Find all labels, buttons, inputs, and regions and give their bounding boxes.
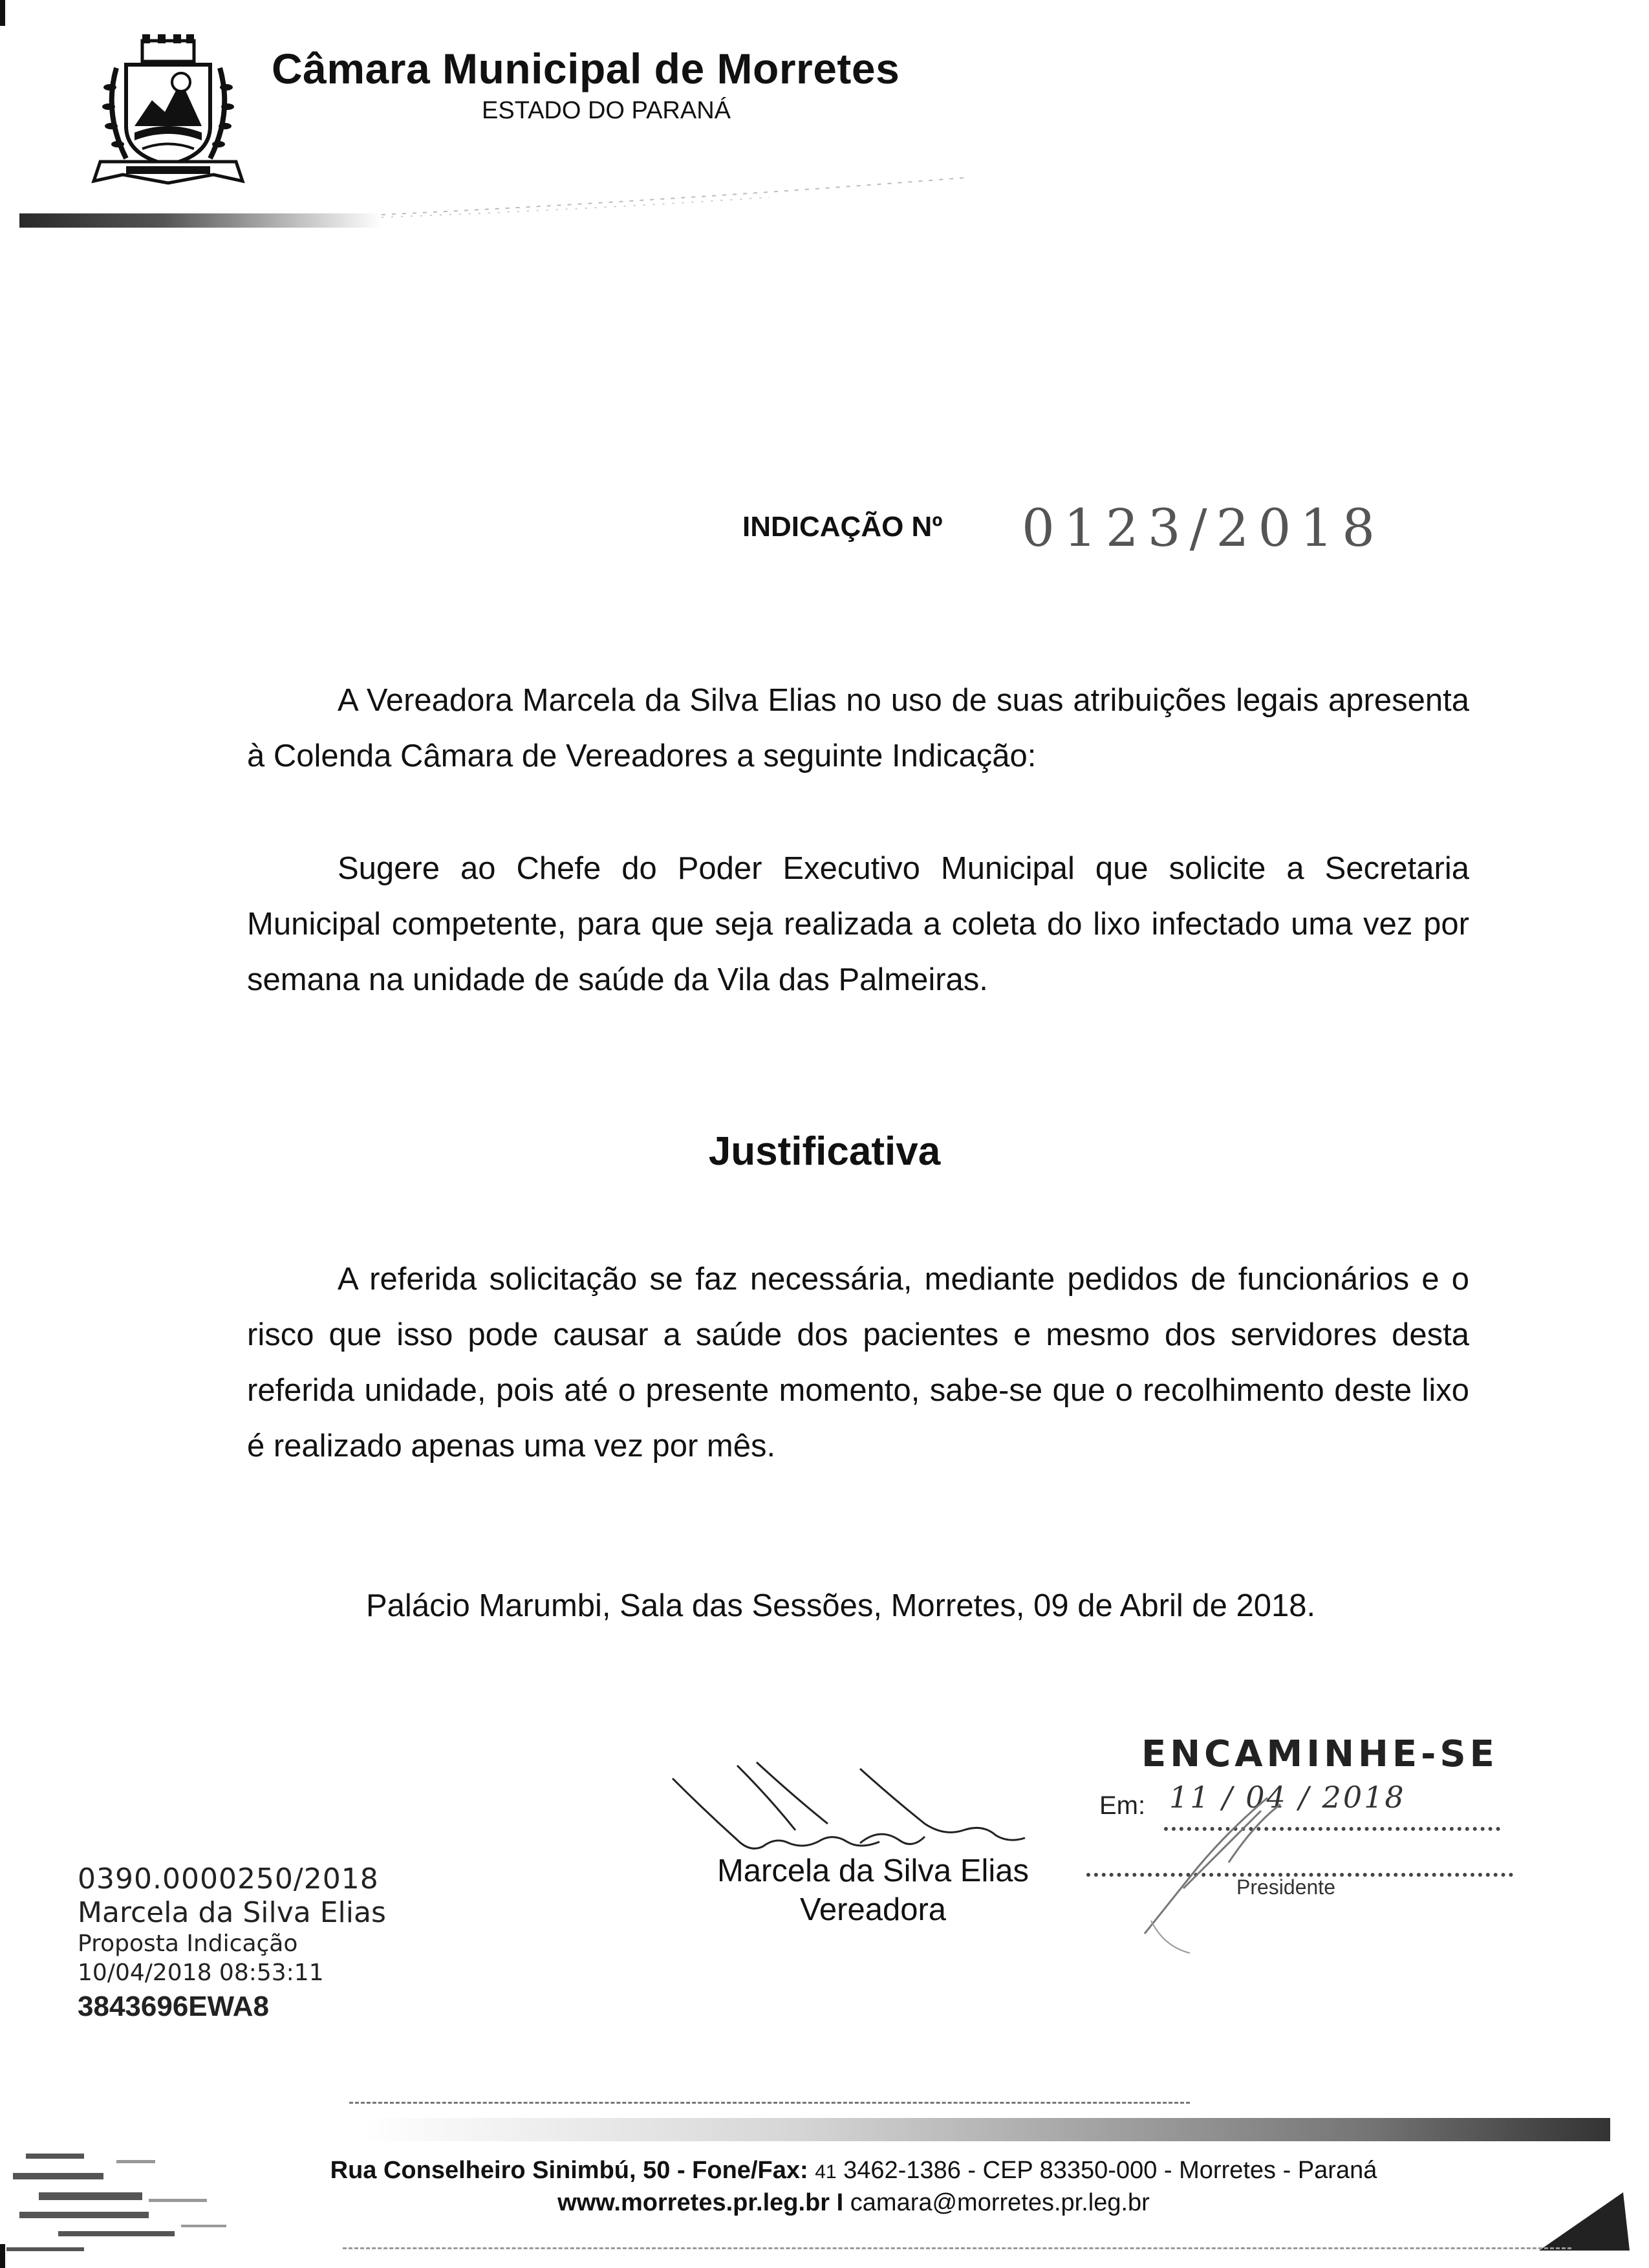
protocol-datetime: 10/04/2018 08:53:11 bbox=[78, 1960, 324, 1986]
indicacao-label: INDICAÇÃO Nº bbox=[742, 511, 943, 543]
footer-dashed-rule bbox=[349, 2102, 1190, 2104]
signer-name: Marcela da Silva Elias bbox=[717, 1853, 1029, 1888]
stamp-em-label: Em: bbox=[1099, 1791, 1146, 1820]
scan-noise bbox=[1526, 2179, 1630, 2251]
coat-of-arms-logo bbox=[91, 29, 246, 194]
footer-bottom-rule bbox=[343, 2247, 1571, 2249]
footer-website: www.morretes.pr.leg.br bbox=[557, 2189, 830, 2216]
justification-title: Justificativa bbox=[708, 1129, 941, 1174]
footer-address-rest: 3462-1386 - CEP 83350-000 - Morretes - Paraná bbox=[836, 2157, 1377, 2184]
suggestion-text: Sugere ao Chefe do Poder Executivo Municipal que solicite a Secretaria Municipal competente, para que seja realizada a coleta do lixo infectado uma vez por semana na unidade de saúde da Vila das Palmeiras. bbox=[247, 851, 1469, 997]
footer-area-code: 41 bbox=[815, 2161, 837, 2183]
president-signature bbox=[1073, 1759, 1345, 1960]
stamp-em-date: 11 / 04 / 2018 bbox=[1169, 1780, 1406, 1815]
stamp-president-label: Presidente bbox=[1236, 1875, 1335, 1899]
scan-noise bbox=[0, 2134, 272, 2263]
footer-separator: I bbox=[836, 2189, 844, 2216]
stamp-title: ENCAMINHE-SE bbox=[1141, 1733, 1498, 1775]
signer-role: Vereadora bbox=[799, 1892, 947, 1927]
scan-edge-mark bbox=[0, 0, 5, 26]
protocol-number: 0390.0000250/2018 bbox=[78, 1863, 379, 1895]
intro-text: A Vereadora Marcela da Silva Elias no uso de suas atribuições legais apresenta à Colenda Câmara de Vereadores a seguinte Indicação: bbox=[247, 683, 1469, 773]
protocol-code: 3843696EWA8 bbox=[78, 1991, 269, 2022]
protocol-type: Proposta Indicação bbox=[78, 1930, 298, 1957]
intro-paragraph bbox=[247, 673, 1469, 784]
protocol-author: Marcela da Silva Elias bbox=[78, 1896, 386, 1929]
header-rule-fade bbox=[382, 175, 964, 220]
indicacao-number: 0123/2018 bbox=[1022, 498, 1385, 558]
justification-paragraph bbox=[247, 1251, 1469, 1474]
place-date: Palácio Marumbi, Sala das Sessões, Morretes, 09 de Abril de 2018. bbox=[366, 1588, 1316, 1623]
footer-rule bbox=[362, 2118, 1610, 2141]
footer-contact bbox=[272, 2189, 1436, 2217]
org-subtitle: ESTADO DO PARANÁ bbox=[482, 97, 731, 124]
footer-address bbox=[272, 2157, 1436, 2185]
suggestion-paragraph bbox=[247, 841, 1469, 1008]
footer-street: Rua Conselheiro Sinimbú, 50 - Fone/Fax: bbox=[330, 2157, 815, 2184]
header-rule bbox=[19, 213, 382, 228]
justification-text: A referida solicitação se faz necessária, mediante pedidos de funcionários e o risco que isso pode causar a saúde dos pacientes e mesmo dos servidores desta referida unidade, pois até o presente momento, sabe-se que o recolhimento deste lixo é realizado apenas uma vez por mês. bbox=[247, 1262, 1469, 1463]
org-title: Câmara Municipal de Morretes bbox=[272, 45, 900, 92]
footer-email: camara@morretes.pr.leg.br bbox=[850, 2189, 1150, 2216]
